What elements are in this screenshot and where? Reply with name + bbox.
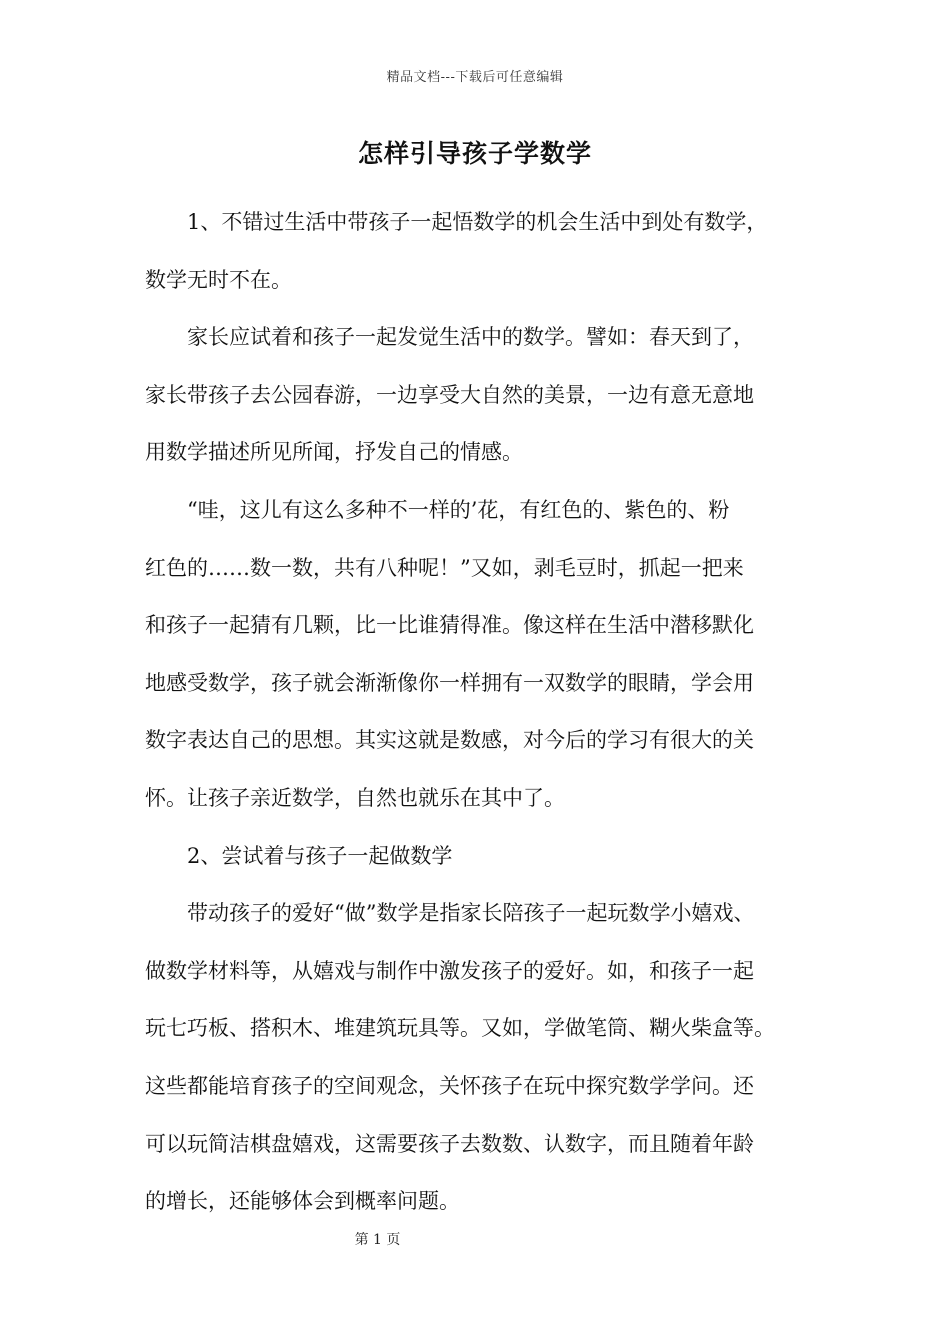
paragraph-2 [145, 309, 825, 482]
text-line: 2、尝试着与孩子一起做数学 [187, 843, 453, 868]
text-line: 带动孩子的爱好“做”数学是指家长陪孩子一起玩数学小嬉戏、 [187, 901, 755, 926]
text-line: 的增长，还能够体会到概率问题。 [145, 1189, 460, 1214]
paragraph-3 [145, 482, 825, 828]
document-body [145, 194, 825, 1231]
paragraph-5 [145, 885, 825, 1231]
text-line: 红色的……数一数，共有八种呢！”又如，剥毛豆时，抓起一把来 [145, 555, 744, 580]
page-number: 第 1 页 [354, 1232, 401, 1248]
text-line: “哇，这儿有这么多种不一样的’花，有红色的、紫色的、粉 [187, 497, 730, 522]
text-line: 可以玩简洁棋盘嬉戏，这需要孩子去数数、认数字，而且随着年龄 [145, 1131, 754, 1156]
page-header: 精品文档---下载后可任意编辑 [386, 70, 564, 85]
text-line: 家长带孩子去公园春游，一边享受大自然的美景，一边有意无意地 [145, 382, 754, 407]
text-line: 用数学描述所见所闻，抒发自己的情感。 [145, 440, 523, 465]
text-line: 家长应试着和孩子一起发觉生活中的数学。譬如：春天到了， [187, 325, 754, 350]
text-line: 做数学材料等，从嬉戏与制作中激发孩子的爱好。如，和孩子一起 [145, 958, 754, 983]
text-line: 1、不错过生活中带孩子一起悟数学的机会生活中到处有数学， [187, 210, 768, 234]
text-line: 地感受数学，孩子就会渐渐像你一样拥有一双数学的眼睛，学会用 [145, 670, 754, 695]
document-title: 怎样引导孩子学数学 [357, 139, 592, 168]
paragraph-1 [145, 194, 825, 309]
text-line: 这些都能培育孩子的空间观念，关怀孩子在玩中探究数学学问。还 [145, 1073, 754, 1098]
text-line: 数学无时不在。 [145, 267, 292, 292]
section-heading-2 [145, 828, 825, 886]
text-line: 和孩子一起猜有几颗，比一比谁猜得准。像这样在生活中潜移默化 [145, 613, 754, 638]
text-line: 数字表达自己的思想。其实这就是数感，对今后的学习有很大的关 [145, 728, 754, 753]
text-line: 怀。让孩子亲近数学，自然也就乐在其中了。 [145, 785, 565, 810]
text-line: 玩七巧板、搭积木、堆建筑玩具等。又如，学做笔筒、糊火柴盒等。 [145, 1016, 775, 1041]
